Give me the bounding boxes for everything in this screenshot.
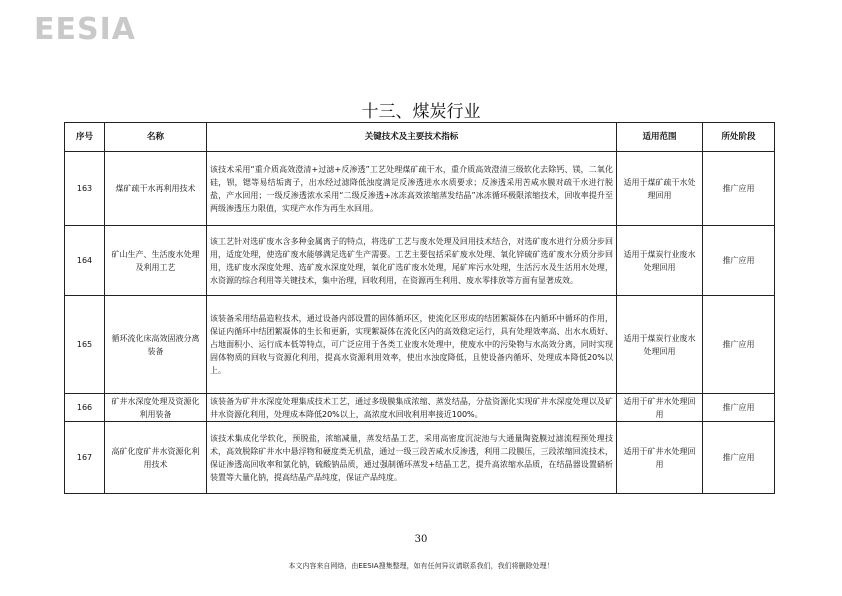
row-number: 163 [65,152,105,226]
row-stage: 推广应用 [703,296,775,394]
header-number: 序号 [65,123,105,152]
row-description: 该技术采用“重介质高效澄清+过滤+反渗透”工艺处理煤矿疏干水，重介质高效澄清三级软化去除钙、镁，二氧化硅，钡，锶等易结垢离子，出水经过滤降低浊度满足反渗透进水水质要求；反渗透采用苦咸水膜对疏干水进行脱盐，产水回用；一级反渗透浓水采用“二级反渗透+冰冻高效浓缩蒸发结晶”冰冻循环极限浓缩技术，回收率提升至两级渗透压力限值，实现产水作为再生水回用。 [207,152,617,226]
row-stage: 推广应用 [703,152,775,226]
table-row [65,394,775,422]
row-name: 循环流化床高效固液分离装备 [105,296,207,394]
row-number: 164 [65,226,105,296]
row-number: 165 [65,296,105,394]
header-key-technology: 关键技术及主要技术指标 [207,123,617,152]
row-scope: 适用于煤炭行业废水处理回用 [617,226,703,296]
row-name: 煤矿疏干水再利用技术 [105,152,207,226]
row-scope: 适用于矿井水处理回用 [617,422,703,494]
row-description: 该装备为矿井水深度处理集成技术工艺，通过多级膜集成浓缩、蒸发结晶，分盐资源化实现矿井水深度处理以及矿井水资源化利用，处理成本降低20%以上，高浓度水回收利用率接近100%。 [207,394,617,422]
row-description: 该技术集成化学软化，预脱盐，浓缩减量，蒸发结晶工艺，采用高密度沉淀池与大通量陶瓷膜过滤流程预处理技术，高效脱除矿井水中悬浮物和硬度类无机盐，通过一级三段苦咸水反渗透，利用二段膜压，三段浓缩回流技术，保证渗透高回收率和氯化钠，硫酸钠品质，通过强制循环蒸发+结晶工艺，提升高浓缩水品质，在结晶器设置硝析装置等大量化钠，提高结晶产品纯度，保证产品纯度。 [207,422,617,494]
row-scope: 适用于矿井水处理回用 [617,394,703,422]
row-stage: 推广应用 [703,422,775,494]
row-number: 167 [65,422,105,494]
header-stage: 所处阶段 [703,123,775,152]
section-title: 十三、煤炭行业 [361,102,481,122]
table-row [65,422,775,494]
table-row [65,152,775,226]
table-row [65,226,775,296]
row-number: 166 [65,394,105,422]
page-number: 30 [414,534,428,545]
table-header-row [65,123,775,152]
header-name: 名称 [105,123,207,152]
technology-table [64,122,775,494]
row-name: 矿山生产、生活废水处理及利用工艺 [105,226,207,296]
row-name: 高矿化度矿井水资源化利用技术 [105,422,207,494]
row-description: 该工艺针对选矿废水含多种金属离子的特点，将选矿工艺与废水处理及回用技术结合，对选矿废水进行分质分步回用，适度处理，使选矿废水能够满足选矿生产需要。工艺主要包括采矿废水处理、氧化锌硫矿选矿废水分质分步回用，选矿废水深度处理、选矿废水深度处理，氧化矿选矿废水处理，尾矿库污水处理，生活污水及生活用水处理，水资源的综合利用等关键技术，集中治理，回收利用，在资源再生利用、废水零排放等方面有显著成效。 [207,226,617,296]
header-scope: 适用范围 [617,123,703,152]
row-stage: 推广应用 [703,226,775,296]
footer-note: 本文内容来自网络，由EESIA搜集整理，如有任何异议请联系我们，我们将删除处理！ [288,562,554,570]
eesia-logo: EESIA [34,12,136,47]
row-scope: 适用于煤炭行业废水处理回用 [617,296,703,394]
row-stage: 推广应用 [703,394,775,422]
table-row [65,296,775,394]
row-description: 该装备采用结晶造粒技术，通过设备内部设置的固体循环区，使流化区形成的结团絮凝体在内循环中循环的作用，保证内循环中结团絮凝体的生长和更新，实现絮凝体在流化区内的高效稳定运行，具有处理效率高、出水水质好、占地面积小、运行成本低等特点，可广泛应用于各类工业废水处理中，使废水中的污染物与水高效分离，同时实现固体物质的回收与资源化利用，提高水资源利用效率，使出水浊度降低，且使设备内循环、处理成本降低20%以上。 [207,296,617,394]
row-name: 矿井水深度处理及资源化利用装备 [105,394,207,422]
row-scope: 适用于煤矿疏干水处理回用 [617,152,703,226]
